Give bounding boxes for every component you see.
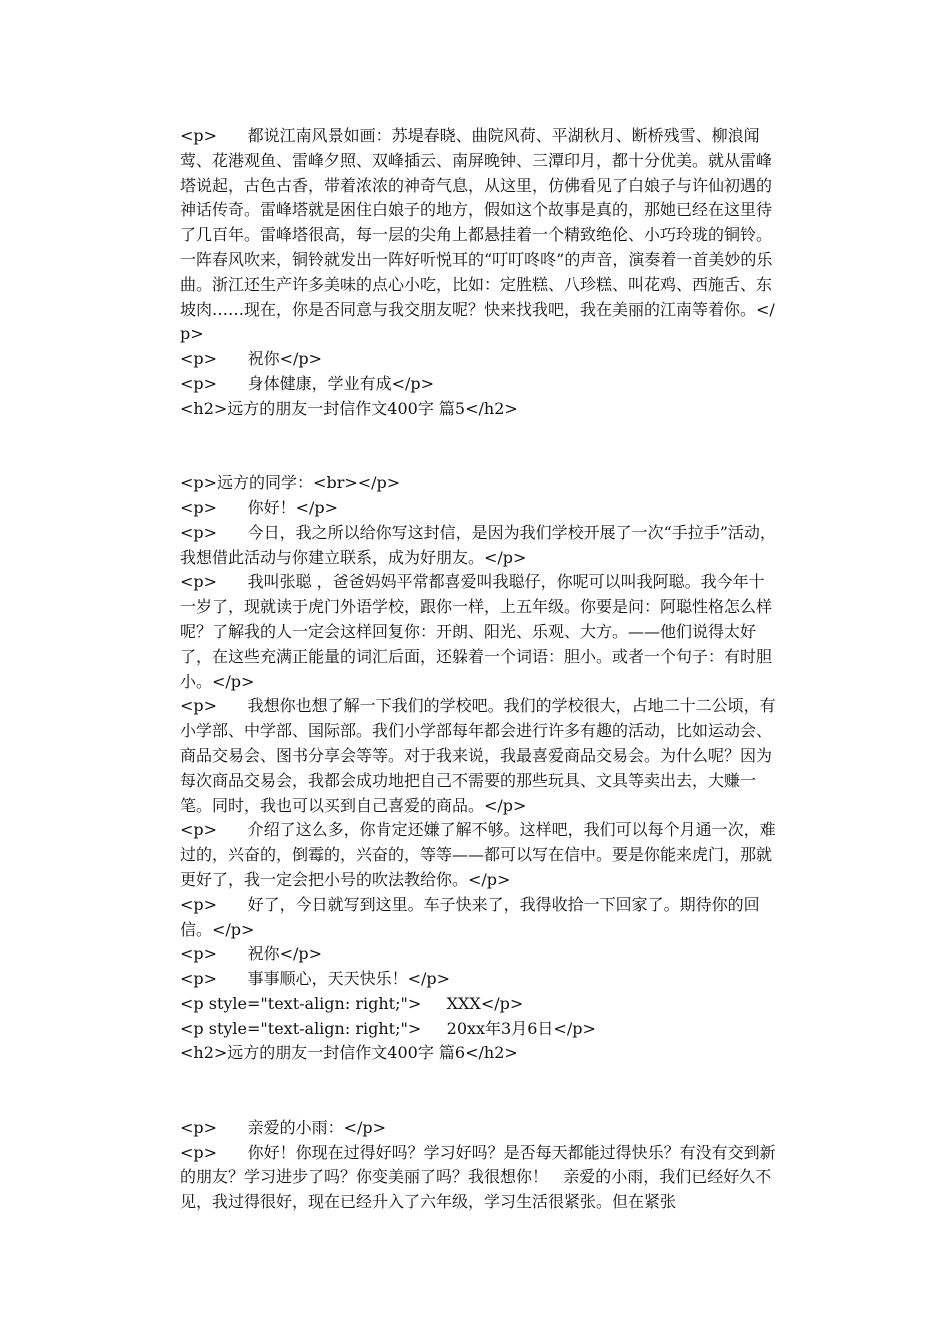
paragraph-signature: <p style="text-align: right;"> XXX</p> bbox=[180, 993, 524, 1013]
blank-gap bbox=[180, 422, 780, 472]
paragraph-zhuni: <p> 祝你</p> bbox=[180, 349, 323, 369]
paragraph-date: <p style="text-align: right;"> 20xx年3月6日</p> bbox=[180, 1018, 596, 1038]
paragraph-reason: <p> 今日，我之所以给你写这封信，是因为我们学校开展了一次“手拉手”活动，我想借此活动与你建立联系，成为好朋友。</p> bbox=[180, 522, 776, 567]
paragraph-wishes: <p> 身体健康，学业有成</p> bbox=[180, 373, 435, 393]
paragraph-school: <p> 我想你也想了解一下我们的学校吧。我们的学校很大，占地二十二公顷，有小学部、中学部、国际部。我们小学部每年都会进行许多有趣的活动，比如运动会、商品交易会、图书分享会等等。对于我来说，我最喜爱商品交易会。为什么呢？因为每次商品交易会，我都会成功地把自己不需要的那些玩具、文具等卖出去，大赚一笔。同时，我也可以买到自己喜爱的商品。</p> bbox=[180, 696, 776, 815]
paragraph-salutation: <p>远方的同学：<br></p> bbox=[180, 473, 401, 493]
paragraph-wishes-2: <p> 事事顺心，天天快乐！</p> bbox=[180, 969, 451, 989]
paragraph-zhuni-2: <p> 祝你</p> bbox=[180, 944, 323, 964]
blank-gap bbox=[180, 1066, 780, 1116]
paragraph-greeting-questions: <p> 你好！你现在过得好吗？学习好吗？是否每天都能过得快乐？有没有交到新的朋友？学习进步了吗？你变美丽了吗？我很想你！ 亲爱的小雨，我们已经好久不见，我过得很好，现在已经升入了六年级，学习生活很紧张。但在紧张 bbox=[180, 1142, 776, 1212]
heading-essay-5: <h2>远方的朋友一封信作文400字 篇5</h2> bbox=[180, 398, 518, 418]
paragraph-monthly-letters: <p> 介绍了这么多，你肯定还嫌了解不够。这样吧，我们可以每个月通一次，难过的，兴奋的，倒霉的，兴奋的，等等——都可以写在信中。要是你能来虎门，那就更好了，我一定会把小号的吹法教给你。</p> bbox=[180, 820, 776, 889]
paragraph-dear-xiaoyu: <p> 亲爱的小雨：</p> bbox=[180, 1117, 387, 1137]
heading-essay-6: <h2>远方的朋友一封信作文400字 篇6</h2> bbox=[180, 1043, 518, 1063]
document-page bbox=[180, 124, 780, 1215]
paragraph-self-intro: <p> 我叫张聪 ，爸爸妈妈平常都喜爱叫我聪仔，你呢可以叫我阿聪。我今年十一岁了，现就读于虎门外语学校，跟你一样，上五年级。你要是问：阿聪性格怎么样呢？了解我的人一定会这样回复你：开朗、阳光、乐观、大方。——他们说得太好了，在这些充满正能量的词汇后面，还躲着一个词语：胆小。或者一个句子：有时胆小。</p> bbox=[180, 572, 773, 691]
paragraph-jiangnan: <p> 都说江南风景如画：苏堤春晓、曲院风荷、平湖秋月、断桥残雪、柳浪闻莺、花港观鱼、雷峰夕照、双峰插云、南屏晚钟、三潭印月，都十分优美。就从雷峰塔说起，古色古香，带着浓浓的神奇气息，从这里，仿佛看见了白娘子与许仙初遇的神话传奇。雷峰塔就是困住白娘子的地方，假如这个故事是真的，那她已经在这里待了几百年。雷峰塔很高，每一层的尖角上都悬挂着一个精致绝伦、小巧玲珑的铜铃。一阵春风吹来，铜铃就发出一阵好听悦耳的“叮叮咚咚”的声音，演奏着一首美妙的乐曲。浙江还生产许多美味的点心小吃，比如：定胜糕、八珍糕、叫花鸡、西施舌、东坡肉……现在，你是否同意与我交朋友呢？快来找我吧，我在美丽的江南等着你。</p> bbox=[180, 126, 775, 344]
paragraph-closing: <p> 好了，今日就写到这里。车子快来了，我得收拾一下回家了。期待你的回信。</p> bbox=[180, 894, 760, 939]
paragraph-hello: <p> 你好！</p> bbox=[180, 497, 339, 517]
